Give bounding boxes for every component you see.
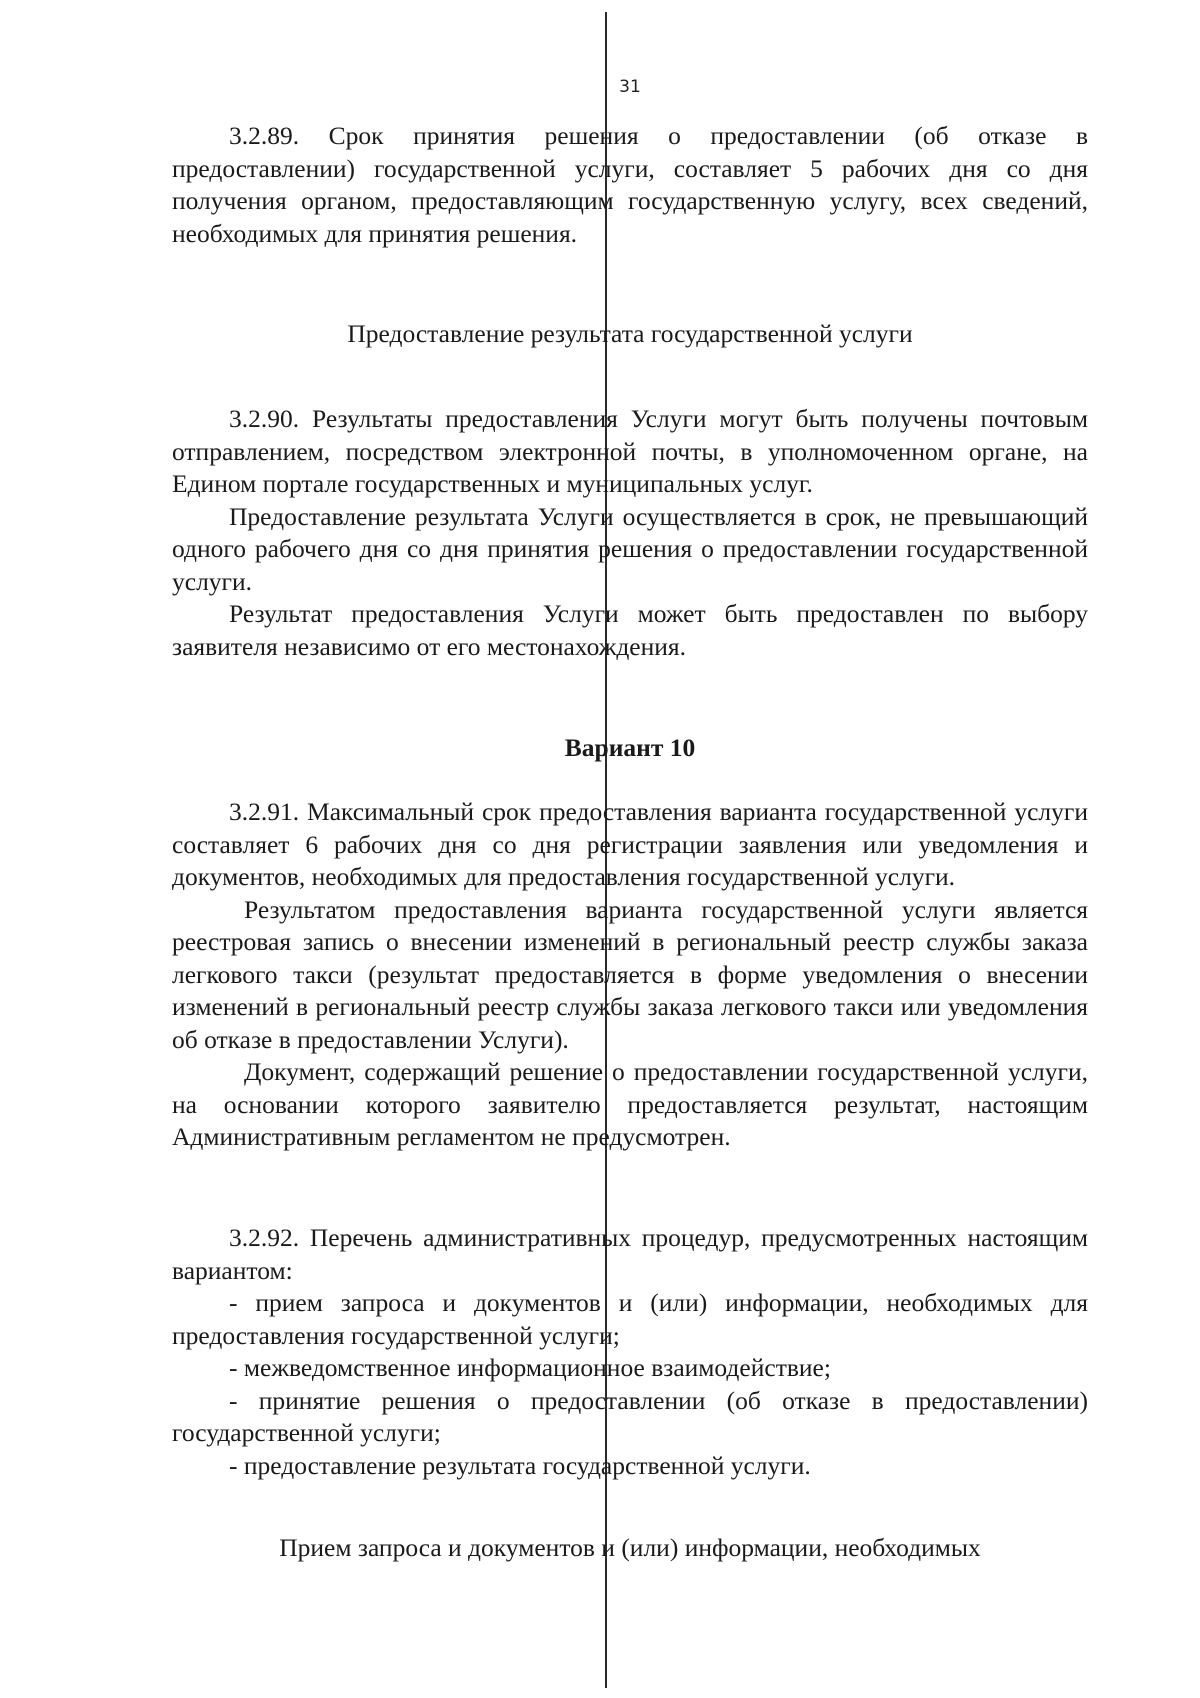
section-heading-result: Предоставление результата государственной услуги — [347, 319, 913, 348]
paragraph-3-2-90-block — [172, 403, 1088, 663]
paragraph-3-2-91: 3.2.91. Максимальный срок предоставления варианта государственной услуги составляет 6 рабочих дня со дня регистрации заявления или уведомления и документов, необходимых для предоставления государственной услуги. — [172, 797, 1088, 891]
paragraph-3-2-90: 3.2.90. Результаты предоставления Услуги могут быть получены почтовым отправлением, посредством электронной почты, в уполномоченном органе, на Едином портале государственных и муниципальных услуг. — [172, 404, 1088, 498]
paragraph-3-2-92-block — [172, 1222, 1088, 1482]
list-item-procedure-3: - принятие решения о предоставлении (об отказе в предоставлении) государственной услуги; — [172, 1385, 1088, 1447]
paragraph-3-2-92: 3.2.92. Перечень административных процедур, предусмотренных настоящим вариантом: — [172, 1223, 1088, 1285]
section-heading-next: Прием запроса и документов и (или) информации, необходимых — [279, 1533, 981, 1562]
paragraph-3-2-90-result-choice: Результат предоставления Услуги может быть предоставлен по выбору заявителя независимо от его местонахождения. — [172, 599, 1088, 661]
paragraph-3-2-90-result-term: Предоставление результата Услуги осуществляется в срок, не превышающий одного рабочего дня со дня принятия решения о предоставлении государственной услуги. — [172, 501, 1088, 596]
paragraph-3-2-91-document: Документ, содержащий решение о предоставлении государственной услуги, на основании которого заявителю предоставляется результат, настоящим Административным регламентом не предусмотрен. — [172, 1057, 1088, 1151]
paragraph-3-2-91-block — [172, 796, 1088, 1154]
list-item-procedure-4: - предоставление результата государственной услуги. — [229, 1450, 811, 1480]
page-number: 31 — [619, 77, 641, 97]
list-item-procedure-2: - межведомственное информационное взаимодействие; — [229, 1353, 831, 1382]
section-heading-variant: Вариант 10 — [564, 733, 696, 762]
paragraph-3-2-89: 3.2.89. Срок принятия решения о предоставлении (об отказе в предоставлении) государственной услуги, составляет 5 рабочих дня со дня получения органом, предоставляющим государственную услугу, всех сведений, необходимых для принятия решения. — [172, 121, 1088, 248]
paragraph-3-2-91-result: Результатом предоставления варианта государственной услуги является реестровая запись о внесении изменений в региональный реестр службы заказа легкового такси (результат предоставляется в форме уведомления о внесении изменений в региональный реестр службы заказа легкового такси или уведомления об отказе в предоставлении Услуги). — [172, 894, 1088, 1054]
paragraph-3-2-89-block — [172, 120, 1088, 250]
list-item-procedure-1: - прием запроса и документов и (или) информации, необходимых для предоставления государственной услуги; — [172, 1288, 1088, 1350]
